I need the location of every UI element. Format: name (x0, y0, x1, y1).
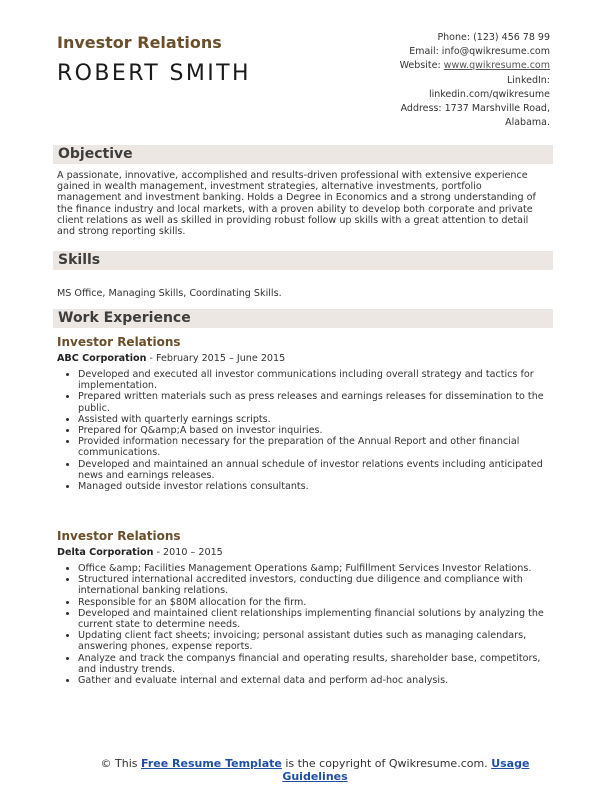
website-link[interactable]: www.qwikresume.com (443, 60, 550, 72)
contact-website (290, 59, 550, 73)
candidate-name: ROBERT SMITH (57, 61, 251, 86)
contact-block (290, 31, 550, 130)
contact-address-line2: Alabama. (505, 117, 550, 129)
usage-guidelines-link[interactable]: Usage Guidelines (282, 757, 530, 783)
objective-title: Objective (58, 146, 133, 162)
skills-section-header (53, 251, 553, 270)
job-1-dates: - February 2015 – June 2015 (146, 353, 286, 364)
list-item: • Responsible for an $80M allocation for the firm. (78, 597, 558, 608)
objective-text: A passionate, innovative, accomplished and results-driven professional with extensive experience gained in wealth management, investment strategies, alternative investments, portfolio management and investment banking. Holds a Degree in Economics and a strong understanding of the finance industry and local markets, with a proven ability to develop both corporate and private client relations as well as skilled in providing robust follow up skills with a great attention to detail and strong reporting skills. (57, 170, 536, 238)
footer-prefix: © This (100, 757, 142, 770)
list-item: • Gather and evaluate internal and external data and perform ad-hoc analysis. (78, 675, 558, 686)
job-2-bullets (66, 563, 558, 686)
footer-middle: is the copyright of Qwikresume.com. (281, 757, 492, 770)
free-resume-template-link[interactable]: Free Resume Template (141, 757, 282, 770)
list-item: • Prepared written materials such as press releases and earnings releases for dissemination to the public. (78, 391, 558, 413)
list-item: • Provided information necessary for the preparation of the Annual Report and other financial communications. (78, 436, 558, 458)
copyright-footer (80, 757, 550, 783)
job-2-company-line (57, 547, 223, 558)
job-1-company-line (57, 353, 285, 364)
list-item: • Updating client fact sheets; invoicing; personal assistant duties such as managing calendars, answering phones, expense reports. (78, 630, 558, 652)
list-item: • Assisted with quarterly earnings scripts. (78, 414, 558, 425)
job-2-title: Investor Relations (57, 529, 181, 543)
skills-title: Skills (58, 252, 101, 268)
list-item: • Developed and maintained client relationships implementing financial solutions by analyzing the current state to determine needs. (78, 608, 558, 630)
contact-linkedin-label: LinkedIn: (506, 74, 550, 86)
job-2-company: Delta Corporation (57, 547, 154, 558)
list-item: • Developed and executed all investor communications including overall strategy and tactics for implementation. (78, 369, 558, 391)
experience-title: Work Experience (58, 310, 191, 326)
list-item: • Developed and maintained an annual schedule of investor relations events including anticipated news and earnings releases. (78, 459, 558, 481)
list-item: • Prepared for Q&amp;A based on investor inquiries. (78, 425, 558, 436)
contact-email: Email: info@qwikresume.com (409, 46, 550, 58)
target-job-title: Investor Relations (57, 33, 222, 52)
list-item: • Analyze and track the companys financial and operating results, shareholder base, competitors, and industry trends. (78, 653, 558, 675)
contact-linkedin-value: linkedin.com/qwikresume (428, 88, 550, 100)
list-item: • Structured international accredited investors, conducting due diligence and compliance with international banking relations. (78, 574, 558, 596)
job-1-bullets (66, 369, 558, 492)
list-item: • Office &amp; Facilities Management Operations &amp; Fulfillment Services Investor Relations. (78, 563, 558, 574)
job-1-title: Investor Relations (57, 335, 181, 349)
contact-address-line1: Address: 1737 Marshville Road, (400, 103, 550, 115)
job-2-dates: - 2010 – 2015 (153, 547, 223, 558)
job-1-company: ABC Corporation (57, 353, 147, 364)
objective-section-header (53, 145, 553, 164)
contact-phone: Phone: (123) 456 78 99 (437, 32, 550, 43)
website-label: Website: (399, 60, 444, 72)
experience-section-header (53, 309, 553, 328)
skills-text: MS Office, Managing Skills, Coordinating Skills. (57, 288, 282, 299)
list-item: • Managed outside investor relations consultants. (78, 481, 558, 492)
